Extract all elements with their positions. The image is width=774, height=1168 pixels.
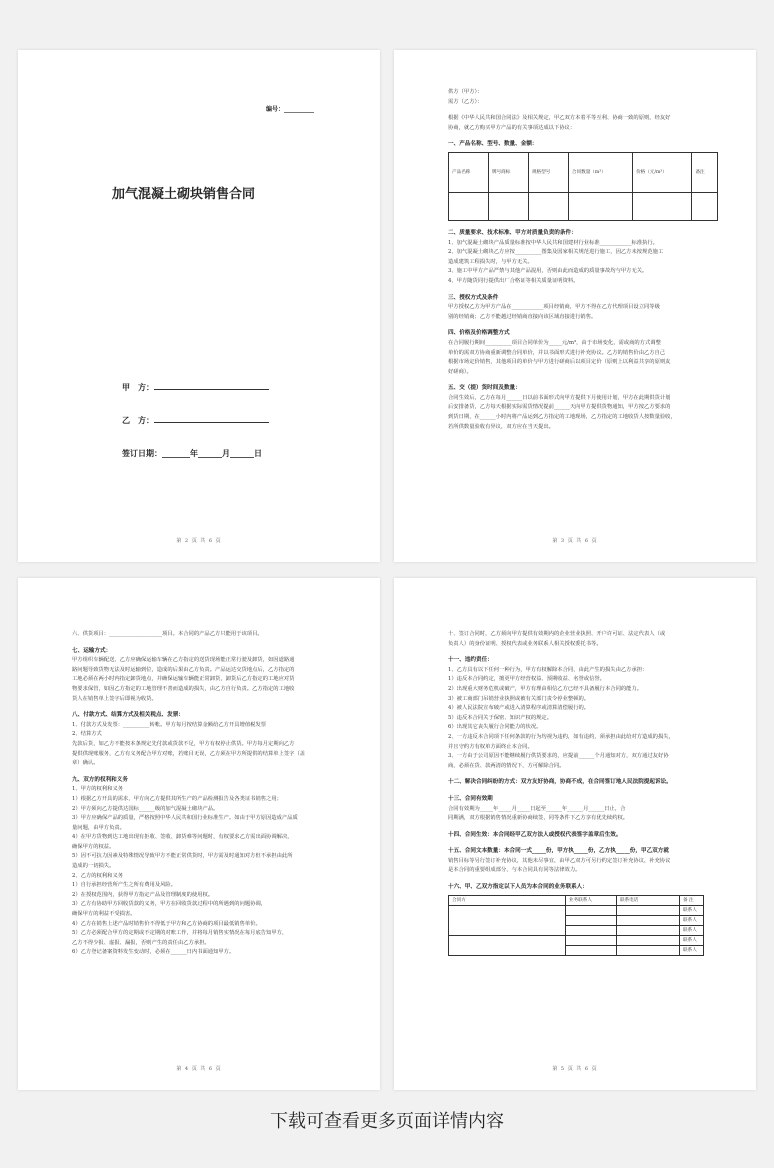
page-body — [72, 630, 352, 958]
sign-date: 签订日期：_______年______月______日 — [122, 448, 262, 458]
text-line: 单价的需双方协商重新调整合同单价，并以书面形式进行补充协议。乙方的销售价由乙方自己 — [448, 349, 666, 356]
contract-page-3 — [394, 50, 756, 562]
text-line: 合同有效期为_____年_____月_____日起至______年______月______日止，合 — [448, 805, 626, 812]
party-a-label: 甲 方： — [122, 382, 154, 392]
download-caption: 下载可查看更多页面详情内容 — [270, 1111, 504, 1132]
spacer — [448, 771, 728, 778]
contact-table — [448, 895, 704, 956]
text-line: 后安排备货，乙方每天根据实际需货情况提前______天向甲方提供货物通知，甲方按乙方要求的 — [448, 404, 671, 411]
text-line: 2、加气混凝土砌块乙方应按__________图集及国家相关规范进行施工，因乙方未按规范施工 — [448, 249, 664, 256]
product-table — [448, 152, 718, 221]
text-line: 在合同履行期间__________项目合同单价为_____元/m³，由于市场变化，需或商的方式调整 — [448, 339, 661, 346]
text-line: 4）在甲方货物到达工地出现有拒收、签收、卸货难等问题时，有权要求乙方需出面协调解决， — [72, 834, 293, 841]
text-line: 造成建筑工程损失时，与甲方无关。 — [448, 258, 533, 265]
section-heading: 八、付款方式、结算方式及相关税点、发票： — [72, 712, 184, 719]
text-line: 量问题，由甲方负责。 — [72, 824, 125, 831]
text-line: 3、施工中甲方产品严禁与其他产品混用，否则由此而造成的质量事故均与甲方无关。 — [448, 268, 648, 275]
page-number: 第 4 页 共 6 页 — [176, 1066, 222, 1072]
text-line: 确保甲方的权益。 — [72, 843, 115, 850]
party-a-line — [154, 389, 269, 390]
contact-note: 联系人 — [680, 905, 704, 915]
text-line: 4）被人民法院宣布破产或进入清算程序或清算清偿履行的。 — [448, 705, 590, 712]
text-line: 协商，就乙方购买甲方产品的有关事项达成以下协议： — [448, 124, 576, 131]
table-header-row — [449, 895, 704, 905]
text-line: 并且守约方有权单方面终止本合同。 — [448, 743, 533, 750]
text-line: 2）在授权范围内，获得甲方指定产品及管理制度的使用权。 — [72, 891, 214, 898]
text-block — [448, 229, 728, 432]
section-heading: 十三、合同有效期 — [448, 795, 493, 802]
text-line: 六、供货项目：____________________项目。本合同的产品乙方只能用于该项目。 — [72, 631, 263, 637]
text-line: 1）根据乙方开具的需求，甲方向乙方提供其所生产的产品检测报告及各类证书销售之用； — [72, 795, 282, 802]
page-number: 第 5 页 共 6 页 — [552, 1066, 598, 1072]
text-line: 1）违反本合同约定，擅更甲方经营权益、预期收益、名誉或信誉。 — [448, 676, 605, 683]
spacer — [448, 840, 728, 847]
table-header-cell: 规格型号 — [528, 152, 568, 192]
table-header-cell: 备注 — [692, 152, 718, 192]
text-line: 根据市场定价销售，其他项目的单价与甲方进行磋商后以项目定价（原则上以利益共享的原则友 — [448, 359, 671, 366]
section-heading: 十五、合同文本数量：本合同一式_____份，甲方执_____份，乙方执_____份，甲乙双方就 — [448, 848, 669, 855]
spacer — [448, 377, 728, 384]
spacer — [72, 640, 352, 647]
contract-page-4 — [18, 578, 380, 1090]
contract-page-5 — [394, 578, 756, 1090]
page-body — [448, 88, 728, 432]
contact-note: 联系人 — [680, 925, 704, 935]
section-heading: 二、质量要求、技术标准、甲方对质量负责的条件： — [448, 229, 577, 236]
party-a-row — [122, 382, 269, 393]
text-line: 确保甲方的利益不受损害。 — [72, 911, 136, 918]
text-line: 根据《中华人民共和国合同法》及相关规定，甲乙双方本着平等互利、协商一致的原则，经友好 — [448, 115, 671, 122]
text-line: 货人在销售单上签字后即视为收货。 — [72, 695, 157, 702]
section-heading: 十二、解决合同纠纷的方式：双方友好协商，协商不成，在合同签订地人民法院提起诉讼。 — [448, 779, 672, 786]
page-number: 第 3 页 共 6 页 — [552, 538, 598, 544]
contact-note: 联系人 — [680, 935, 704, 945]
text-line: 先款后货，如乙方不能按本条规定先付款或货款不足，甲方有权停止供货。甲方每月定期向乙方 — [72, 740, 295, 747]
spacer — [72, 769, 352, 776]
text-line: 供方（甲方）： — [448, 89, 483, 95]
table-header-row — [449, 152, 718, 192]
text-line: 1）自行承担经营所产生之所有费用及风险。 — [72, 882, 177, 889]
text-line: 3）乙方有协助甲方回收货款的义务，甲方在回收货款过程中的所遇到的问题协调， — [72, 901, 267, 908]
section-heading: 十六、甲、乙双方指定以下人员为本合同的业务联系人： — [448, 884, 588, 891]
text-line: 十、签订合同时，乙方须向甲方提供有效期内的企业营业执照、开户许可证、法定代表人（或 — [448, 631, 666, 637]
spacer — [448, 322, 728, 329]
table-header-cell: 牌号商标 — [488, 152, 528, 192]
text-line: 路问题导致货物无法及时运输到位，造成的后果由乙方负责。产品运达交货地点后，乙方指定的 — [72, 666, 295, 673]
section-heading: 五、交（提）货时间及数量： — [448, 385, 521, 392]
text-line: 6）出现其它丧失履行合同能力的状况。 — [448, 724, 542, 731]
section-heading: 四、价格及价格调整方式 — [448, 330, 510, 337]
text-block — [448, 630, 728, 893]
text-line: 1、乙方具有以下任何一种行为，甲方有权解除本合同，由此产生的损失由乙方承担： — [448, 666, 648, 673]
text-line: 甲方授权乙方为甲方产品在____________项目经销商，甲方不得在乙方代理项目设立同等级 — [448, 304, 660, 311]
contact-note: 联系人 — [680, 945, 704, 955]
section-heading: 十四、合同生效：本合同经甲乙双方法人或授权代表签字盖章后生效。 — [448, 831, 622, 838]
text-line: 提供供现账服务，乙方有义务配合甲方对账，若账目无误，乙方须在甲方所提供的结算单上签字（盖 — [72, 750, 306, 757]
text-line: 3）被工商部门吊销营业执照或被有关部门责令停业整顿的。 — [448, 695, 590, 702]
spacer — [448, 107, 728, 114]
table-header-cell: 备 注 — [680, 895, 704, 905]
spacer — [448, 133, 728, 140]
text-line: 负责人）的身份证明、授权代表或业务联系人相关授权委托书等。 — [448, 640, 602, 647]
section-heading: 七、运输方式： — [72, 647, 112, 654]
text-line: 5）违反本合同关于保密、知识产权的规定。 — [448, 714, 553, 721]
text-line: 1、甲方的权利和义务 — [72, 786, 124, 793]
text-line: 章）确认。 — [72, 760, 99, 767]
text-block — [72, 630, 352, 958]
spacer — [448, 649, 728, 656]
table-header-cell: 合同方 — [449, 895, 566, 905]
table-header-cell: 产品名称 — [449, 152, 489, 192]
section-heading: 十一、违约责任： — [448, 657, 493, 664]
text-line: 6）乙方登记备案资料发生变动时，必须在______日内书面通知甲方。 — [72, 949, 235, 956]
text-line: 乙方不得少报、虚报、漏报，否则产生的责任由乙方承担。 — [72, 939, 210, 946]
table-row — [449, 935, 704, 945]
text-line: 2、乙方的权利和义务 — [72, 872, 124, 879]
table-row — [449, 192, 718, 220]
text-line: 5）乙方必须配合甲方的定期或不定期的对账工作，并将每月销售实情况在每月底告知甲方， — [72, 930, 288, 937]
section-heading: 九、双方的权利和义务 — [72, 776, 128, 783]
text-line: 2、一方违反本合同项下任何条款的行为均视为违约，如有违约，须承担由此给对方造成的损失， — [448, 733, 674, 740]
contract-title: 加气混凝土砌块销售合同 — [112, 187, 256, 202]
text-line: 造成的一切损失。 — [72, 863, 115, 870]
text-line: 2）出现重大财务危机或破产，甲方有理由相信乙方已经不具备履行本合同的能力。 — [448, 685, 643, 692]
contact-note: 联系人 — [680, 915, 704, 925]
text-line: 到货日期，在______小时内将产品运到乙方指定的工地现场，乙方指定的工地收货人按数量验收， — [448, 414, 676, 421]
page-body — [448, 630, 728, 956]
text-line: 销售目标等另行签订补充协议，其他未尽事宜，由甲乙双方可另行约定签订补充协议，补充协议 — [448, 857, 671, 864]
section-heading: 一、产品名称、型号、数量、金额： — [448, 141, 538, 148]
spacer — [448, 824, 728, 831]
text-line: 3、一方由于公司原因不能继续履行供货要求的，应提前______个月通知对方，双方通过友好协 — [448, 753, 669, 760]
text-line: 1、加气混凝土砌块产品质量标准按中华人民共和国建材行业标准____________标准执行。 — [448, 239, 658, 246]
table-header-cell: 价格（元/m³） — [633, 152, 692, 192]
text-line: 物要求保管，如因乙方指定的工地管理不善而造成的损失，由乙方自行负责。乙方指定的工地收 — [72, 685, 295, 692]
text-line: 5）因不可抗力因素及特殊情况导致甲方不能正常供货时，甲方需及时通知对方但不承担由此所 — [72, 853, 293, 860]
text-line: 3）甲方应确保产品的质量，严格按照中华人民共和国行业标准生产。如由于甲方原因造成产品质 — [72, 815, 298, 822]
text-line: 1、付款方式及发票：__________转帐。甲方每月按结算金额给乙方开具增值税发票 — [72, 721, 267, 728]
text-block — [448, 88, 728, 150]
text-line: 2）甲方须向乙方提供达国标______级的加气混凝土砌块产品。 — [72, 805, 219, 812]
spacer — [448, 788, 728, 795]
text-line: 工地必须在两小时内指定卸货地点，并确保运输车辆能正常卸货，卸货后乙方指定的工地应对货 — [72, 676, 295, 683]
text-line: 同期满，双方根据销售情况重新协商续签，同等条件下乙方享有优先续约权。 — [448, 815, 629, 822]
text-line: 别的经销商；乙方不能越过经销商直接向该区域直接进行销售。 — [448, 313, 597, 320]
spacer — [72, 704, 352, 711]
party-b-label: 乙 方： — [122, 415, 154, 425]
party-b-row — [122, 415, 269, 426]
text-line: 好磋商）。 — [448, 368, 472, 375]
table-header-cell: 合同数量（m³） — [568, 152, 632, 192]
text-line: 是本合同的重要组成部分，与本合同具有同等法律效力。 — [448, 867, 581, 874]
table-header-cell: 联系电话 — [617, 895, 680, 905]
page-number: 第 2 页 共 6 页 — [176, 538, 222, 544]
text-line: 4、甲方随货同行提供出厂合格证等相关质量证明资料。 — [448, 277, 579, 284]
text-line: 2、结算方式 — [72, 731, 102, 738]
section-heading: 三、授权方式及条件 — [448, 294, 499, 301]
spacer — [448, 287, 728, 294]
text-line: 甲方组织车辆配送，乙方应确保运输车辆在乙方指定的送货现场能正常行驶及卸货，如因道路通 — [72, 657, 295, 664]
text-line: 若所供数量验收有异议，双方应在当天提出。 — [448, 423, 554, 430]
table-header-cell: 业务联系人 — [566, 895, 617, 905]
text-line: 4）乙方在销售上述产品时销售价不得低于甲方和乙方协商的项目最低销售单价。 — [72, 920, 261, 927]
party-b-line — [154, 422, 269, 423]
contract-cover-page — [18, 50, 380, 562]
text-line: 合同生效后，乙方在每月______日以前书面形式向甲方提供下月使用计划，甲方在此期供货计划 — [448, 394, 671, 401]
table-row — [449, 905, 704, 915]
serial-number-label: 编号：__________ — [266, 106, 315, 113]
spacer — [448, 876, 728, 883]
text-line: 需方（乙方）： — [448, 98, 483, 105]
text-line: 商，必须在货、款两清的情况下，方可解除合同。 — [448, 762, 565, 769]
